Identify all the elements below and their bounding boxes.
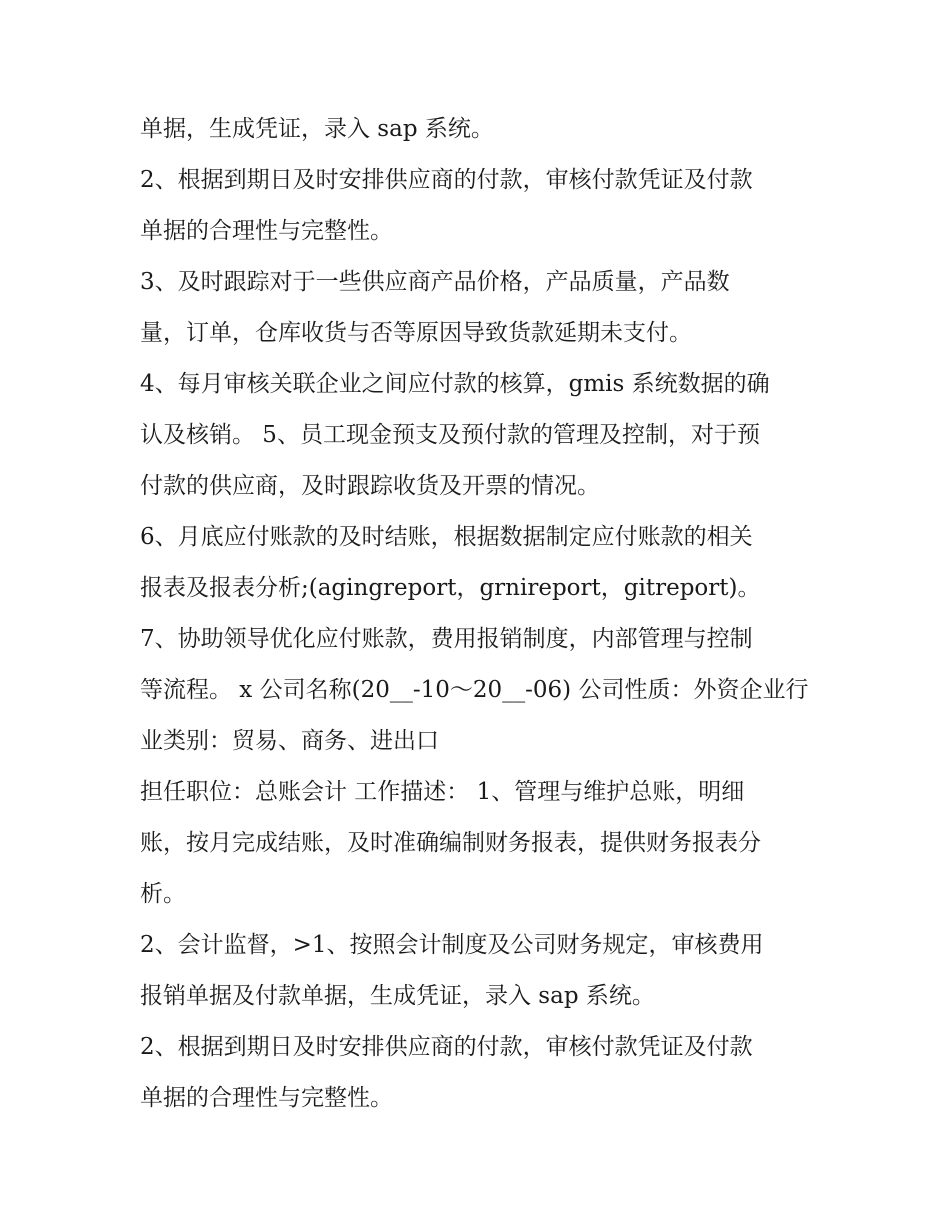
text-line: 担任职位：总账会计 工作描述： 1、管理与维护总账，明细	[140, 779, 745, 805]
text-line: 3、及时跟踪对于一些供应商产品价格，产品质量，产品数	[140, 269, 730, 295]
text-line: 账，按月完成结账，及时准确编制财务报表，提供财务报表分	[140, 830, 761, 856]
text-line: 单据，生成凭证，录入 sap 系统。	[140, 116, 494, 142]
text-line: 认及核销。 5、员工现金预支及预付款的管理及控制，对于预	[140, 422, 760, 448]
text-line: 2、根据到期日及时安排供应商的付款，审核付款凭证及付款	[140, 1034, 753, 1060]
text-line: 业类别：贸易、商务、进出口	[140, 728, 439, 754]
text-line: 报表及报表分析;(agingreport，grnireport，gitreport)。	[140, 575, 761, 601]
text-line: 2、会计监督，>1、按照会计制度及公司财务规定，审核费用	[140, 932, 764, 958]
text-line: 单据的合理性与完整性。	[140, 1085, 393, 1111]
text-line: 单据的合理性与完整性。	[140, 218, 393, 244]
text-line: 析。	[140, 881, 186, 907]
text-line: 6、月底应付账款的及时结账，根据数据制定应付账款的相关	[140, 524, 753, 550]
text-line: 量，订单，仓库收货与否等原因导致货款延期未支付。	[140, 320, 692, 346]
text-line: 4、每月审核关联企业之间应付款的核算，gmis 系统数据的确	[140, 371, 770, 397]
text-line: 付款的供应商，及时跟踪收货及开票的情况。	[140, 473, 600, 499]
text-line: 2、根据到期日及时安排供应商的付款，审核付款凭证及付款	[140, 167, 753, 193]
text-line: 7、协助领导优化应付账款，费用报销制度，内部管理与控制	[140, 626, 753, 652]
body-text	[140, 104, 820, 1124]
text-line: 等流程。 x 公司名称(20__-10～20__-06) 公司性质：外资企业行	[140, 677, 809, 703]
text-line: 报销单据及付款单据，生成凭证，录入 sap 系统。	[140, 983, 655, 1009]
